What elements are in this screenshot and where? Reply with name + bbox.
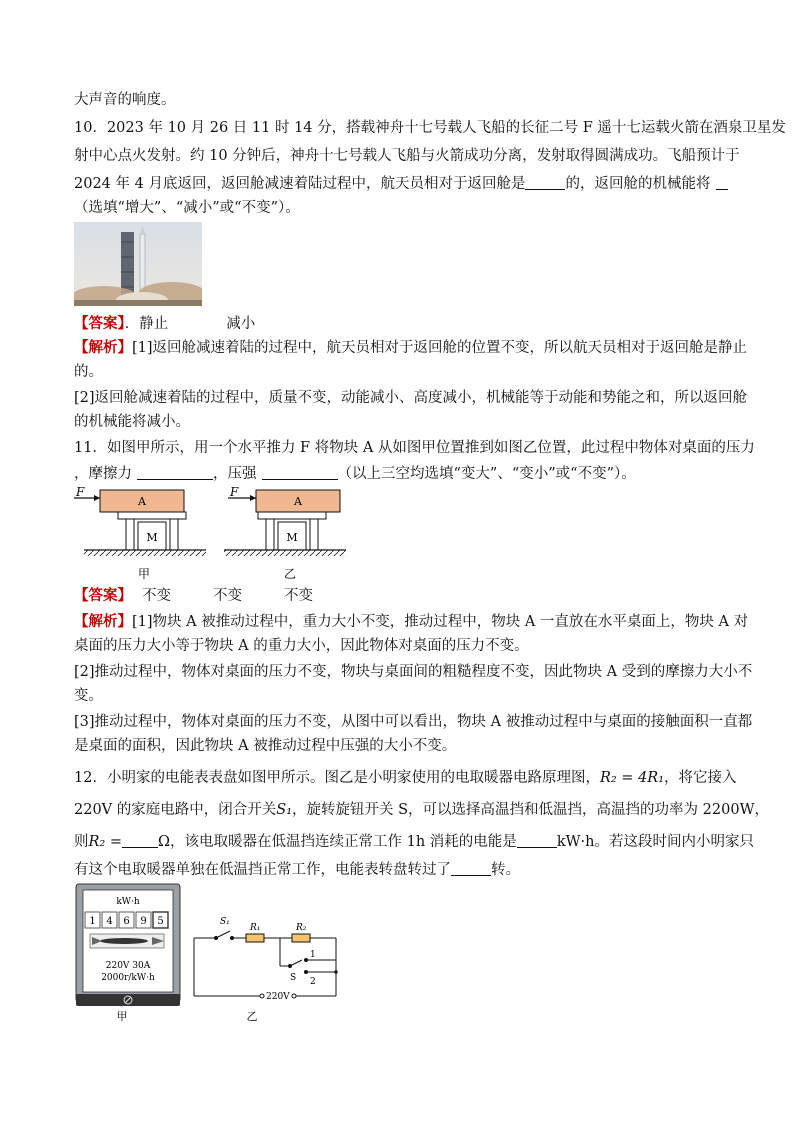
meter-spec-revolutions: 2000r/kW·h <box>101 973 155 983</box>
answer-value: 不变 <box>284 588 313 604</box>
text: ，摩擦力 <box>74 466 132 482</box>
text: 则 <box>74 834 89 850</box>
analysis-10-line-2: 的。 <box>74 364 103 380</box>
text: kW·h。若这段时间内小明家只 <box>556 834 754 850</box>
force-label: F <box>76 486 85 499</box>
answer-tag: 【答案】 <box>74 315 125 332</box>
text: ，将它接入 <box>664 770 737 786</box>
answer-11-line <box>74 586 734 606</box>
analysis-11-line-6: 是桌面的面积，因此物块 A 被推动过程中压强的大小不变。 <box>74 738 457 754</box>
formula: R₂ = 4R₁ <box>599 770 665 786</box>
answer-blank <box>262 465 338 480</box>
figure-label-jia: 甲 <box>137 567 151 581</box>
text: 有这个电取暖器单独在低温挡正常工作，电能表转盘转过了 <box>74 862 451 878</box>
switch-position-1: 1 <box>310 950 316 960</box>
block-a-label: A <box>294 495 302 508</box>
analysis-11-line-1 <box>74 612 749 632</box>
figure-label-jia: 甲 <box>116 1010 128 1022</box>
figure-11-block-on-table <box>74 486 374 582</box>
supply-voltage-label: 220V <box>266 992 290 1002</box>
figure-12-electricity-meter <box>74 882 186 1022</box>
question-10-line-3 <box>74 174 734 194</box>
meter-digits <box>85 912 168 928</box>
answer-blank <box>122 833 158 848</box>
text: 的，返回舱的机械能将 <box>565 176 711 192</box>
analysis-11-line-2: 桌面的压力大小等于物块 A 的重力大小，因此物体对桌面的压力不变。 <box>74 638 529 654</box>
resistor-r1-label: R₁ <box>250 923 261 933</box>
analysis-11-line-5: [3]推动过程中，物体对桌面的压力不变，从图中可以看出，物块 A 被推动过程中与桌面的接触面积一直都 <box>74 714 753 730</box>
answer-value: ．静止 <box>124 316 169 332</box>
analysis-tag: 【解析】 <box>74 613 132 630</box>
answer-value: 不变 <box>142 588 171 604</box>
rotary-switch-s-label: S <box>290 973 297 983</box>
text: 12．小明家的电能表表盘如图甲所示。图乙是小明家使用的电取暖器电路原理图， <box>74 770 600 786</box>
answer-tag: 【答案】 <box>74 587 132 604</box>
base-m-label: M <box>286 531 298 544</box>
symbol: R₂ = <box>88 834 122 850</box>
analysis-11-line-3: [2]推动过程中，物体对桌面的压力不变，物块与桌面间的粗糙程度不变，因此物块 A 受到的摩擦力大小不 <box>74 664 753 680</box>
answer-blank <box>517 833 557 848</box>
meter-digit: 4 <box>106 916 113 927</box>
question-11-line-2 <box>74 464 734 484</box>
meter-digit: 9 <box>140 916 147 927</box>
force-label: F <box>230 486 239 499</box>
meter-disc <box>90 934 164 948</box>
question-11-line-1: 11．如图甲所示，用一个水平推力 F 将物块 A 从如图甲位置推到如图乙位置，此过程中物体对桌面的压力 <box>74 440 755 456</box>
text: （以上三空均选填“变大”、“变小”或“不变”）。 <box>337 466 636 482</box>
question-10-line-2: 射中心点火发射。约 10 分钟后，神舟十七号载人飞船与火箭成功分离，发射取得圆满成功。飞船预计于 <box>74 148 740 164</box>
answer-blank <box>137 465 213 480</box>
answer-blank <box>525 175 565 190</box>
text: 220V 的家庭电路中，闭合开关 <box>74 802 277 818</box>
answer-blank <box>716 175 728 190</box>
switch-position-2: 2 <box>310 977 316 987</box>
meter-unit: kW·h <box>116 897 140 907</box>
figure-yi <box>224 486 346 581</box>
text: ，旋转旋钮开关 S，可以选择高温挡和低温挡，高温挡的功率为 2200W， <box>292 802 769 818</box>
text: 转。 <box>491 862 520 878</box>
question-12-line-1 <box>74 768 737 788</box>
meter-digit: 5 <box>157 916 164 927</box>
base-m-label: M <box>146 531 158 544</box>
text-line: 大声音的响度。 <box>74 92 176 108</box>
text: [1]物块 A 被推动过程中，重力大小不变，推动过程中，物块 A 一直放在水平桌面上，物块 A 对 <box>132 614 749 630</box>
answer-blank <box>451 861 491 876</box>
rocket-launch-photo <box>74 222 202 306</box>
resistor-r2-label: R₂ <box>296 923 307 933</box>
answer-value: 减小 <box>226 316 256 332</box>
meter-digit: 1 <box>89 916 96 927</box>
answer-10-line <box>74 314 734 334</box>
analysis-tag: 【解析】 <box>74 339 132 356</box>
figure-label-yi: 乙 <box>246 1010 258 1022</box>
text: 2024 年 4 月底返回，返回舱减速着陆过程中，航天员相对于返回舱是 <box>74 176 526 192</box>
figure-label-yi: 乙 <box>283 567 297 581</box>
block-a-label: A <box>138 495 146 508</box>
question-10-line-1: 10．2023 年 10 月 26 日 11 时 14 分，搭载神舟十七号载人飞船的长征二号 F 遥十七运载火箭在酒泉卫星发 <box>74 120 786 136</box>
meter-spec-rating: 220V 30A <box>105 961 151 971</box>
text: [1]返回舱减速着陆的过程中，航天员相对于返回舱的位置不变，所以航天员相对于返回舱是静止 <box>132 340 748 356</box>
analysis-10-line-1 <box>74 338 748 358</box>
analysis-11-line-4: 变。 <box>74 688 103 704</box>
question-12-line-2 <box>74 800 769 820</box>
switch-s1-label: S₁ <box>220 917 230 927</box>
analysis-10-line-4: 的机械能将减小。 <box>74 414 190 430</box>
text: ，压强 <box>213 466 257 482</box>
question-12-line-3 <box>74 832 754 852</box>
analysis-10-line-3: [2]返回舱减速着陆的过程中，质量不变，动能减小、高度减小，机械能等于动能和势能之和，所以返回舱 <box>74 390 748 406</box>
answer-value: 不变 <box>213 588 242 604</box>
question-12-line-4 <box>74 860 734 880</box>
meter-digit: 6 <box>123 916 130 927</box>
figure-jia <box>74 486 206 581</box>
switch-symbol: S₁ <box>276 802 293 818</box>
text: Ω，该电取暖器在低温挡连续正常工作 1h 消耗的电能是 <box>158 834 517 850</box>
question-10-line-4: （选填“增大”、“减小”或“不变”）。 <box>74 200 300 216</box>
figure-12-circuit-diagram <box>190 908 350 1022</box>
